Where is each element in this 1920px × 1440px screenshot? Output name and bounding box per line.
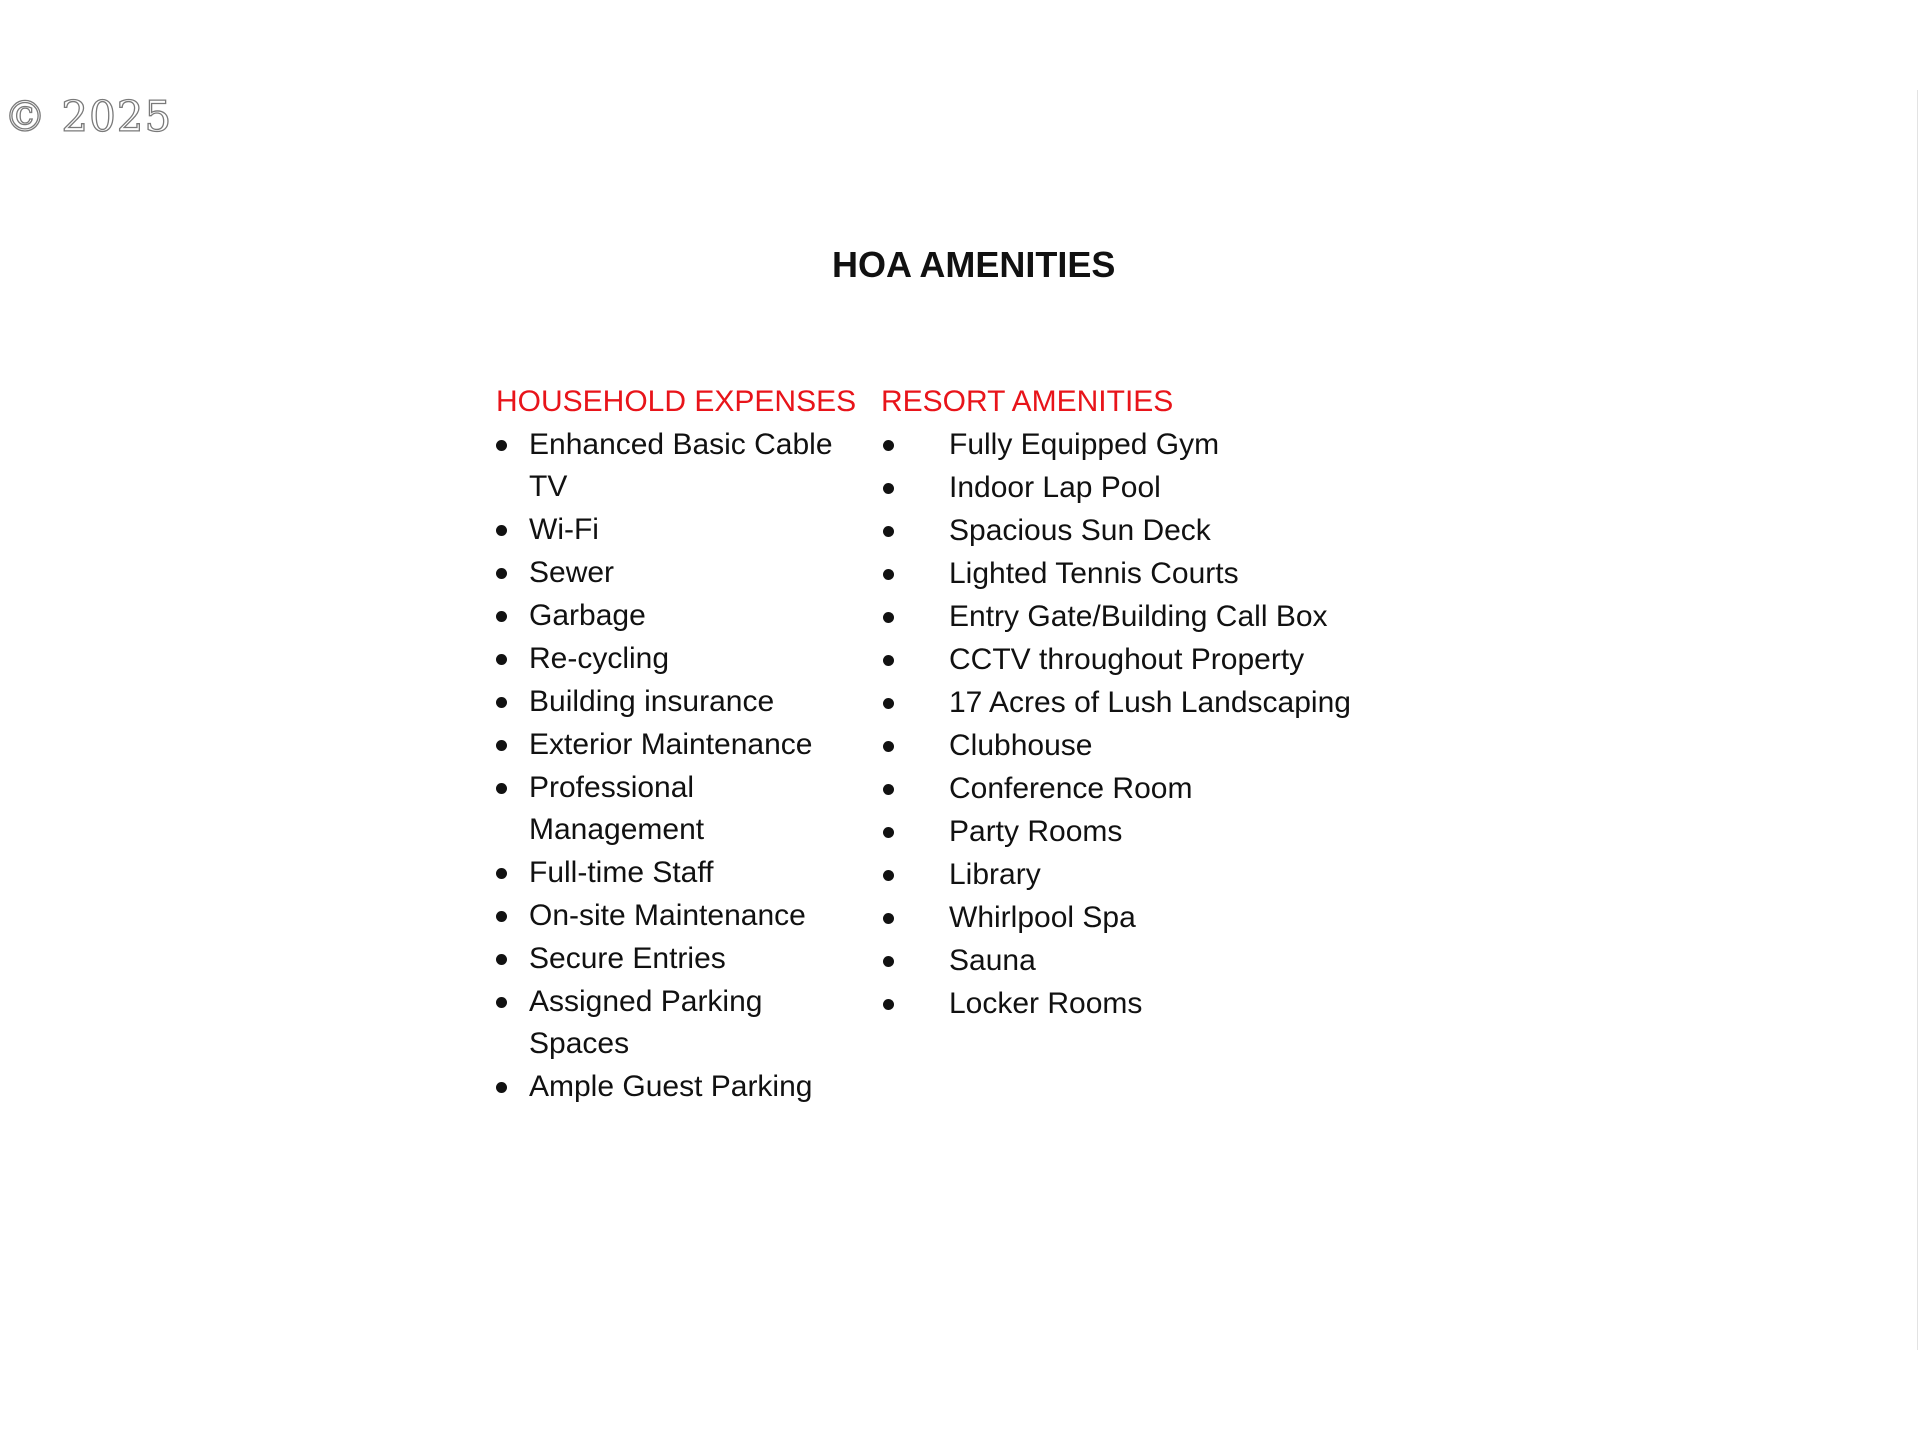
list-item: [496, 852, 841, 894]
list-item-label: Indoor Lap Pool: [949, 471, 1161, 504]
list-item: [496, 767, 841, 851]
list-item: [881, 510, 1481, 552]
list-item-label: Assigned Parking Spaces: [529, 985, 763, 1060]
list-item: [496, 981, 841, 1065]
resort-amenities-list: [881, 424, 1481, 1026]
list-item: [881, 768, 1481, 810]
list-item-label: Spacious Sun Deck: [949, 514, 1211, 547]
bullet-icon: [496, 868, 507, 879]
list-item-label: Whirlpool Spa: [949, 901, 1136, 934]
list-item: [881, 682, 1481, 724]
list-item-label: Exterior Maintenance: [529, 728, 813, 761]
bullet-icon: [496, 440, 507, 451]
bullet-icon: [883, 827, 894, 838]
bullet-icon: [496, 697, 507, 708]
list-item-label: Entry Gate/Building Call Box: [949, 600, 1328, 633]
list-item-label: Conference Room: [949, 772, 1193, 805]
bullet-icon: [496, 525, 507, 536]
page-title: HOA AMENITIES: [832, 244, 1116, 285]
list-item: [496, 595, 841, 637]
bullet-icon: [883, 526, 894, 537]
list-item-label: On-site Maintenance: [529, 899, 806, 932]
household-expenses-list: [496, 424, 841, 1109]
bullet-icon: [883, 483, 894, 494]
list-item: [496, 724, 841, 766]
bullet-icon: [496, 740, 507, 751]
bullet-icon: [883, 612, 894, 623]
bullet-icon: [496, 1082, 507, 1093]
bullet-icon: [496, 911, 507, 922]
list-item-label: Library: [949, 858, 1041, 891]
list-item: [881, 467, 1481, 509]
list-item: [881, 983, 1481, 1025]
bullet-icon: [883, 741, 894, 752]
list-item-label: Party Rooms: [949, 815, 1123, 848]
bullet-icon: [496, 568, 507, 579]
list-item-label: Wi-Fi: [529, 513, 599, 546]
list-item-label: 17 Acres of Lush Landscaping: [949, 686, 1351, 719]
bullet-icon: [883, 913, 894, 924]
list-item: [881, 940, 1481, 982]
list-item: [496, 509, 841, 551]
list-item-label: Lighted Tennis Courts: [949, 557, 1239, 590]
bullet-icon: [496, 611, 507, 622]
bullet-icon: [883, 870, 894, 881]
list-item: [881, 424, 1481, 466]
list-item: [881, 596, 1481, 638]
list-item: [496, 681, 841, 723]
bullet-icon: [883, 655, 894, 666]
bullet-icon: [883, 999, 894, 1010]
bullet-icon: [496, 783, 507, 794]
list-item-label: Fully Equipped Gym: [949, 428, 1220, 461]
list-item-label: Clubhouse: [949, 729, 1093, 762]
bullet-icon: [883, 956, 894, 967]
list-item-label: Building insurance: [529, 685, 775, 718]
bullet-icon: [883, 698, 894, 709]
bullet-icon: [496, 997, 507, 1008]
page-edge-divider: [1917, 90, 1918, 1350]
list-item: [881, 897, 1481, 939]
list-item-label: Re-cycling: [529, 642, 670, 675]
list-item: [496, 938, 841, 980]
list-item: [881, 553, 1481, 595]
list-item-label: Garbage: [529, 599, 646, 632]
list-item-label: Sewer: [529, 556, 615, 589]
list-item: [496, 1066, 841, 1108]
list-item: [496, 638, 841, 680]
list-item: [496, 424, 841, 508]
list-item: [881, 725, 1481, 767]
list-item-label: Sauna: [949, 944, 1036, 977]
household-expenses-heading: HOUSEHOLD EXPENSES: [496, 385, 857, 418]
bullet-icon: [883, 440, 894, 451]
list-item: [881, 639, 1481, 681]
list-item-label: Professional Management: [529, 771, 705, 846]
list-item: [881, 811, 1481, 853]
bullet-icon: [883, 569, 894, 580]
list-item: [881, 854, 1481, 896]
list-item-label: Secure Entries: [529, 942, 726, 975]
list-item-label: Ample Guest Parking: [529, 1070, 813, 1103]
resort-amenities-heading: RESORT AMENITIES: [881, 385, 1174, 418]
list-item-label: Locker Rooms: [949, 987, 1143, 1020]
list-item-label: Enhanced Basic Cable TV: [529, 428, 833, 503]
list-item-label: CCTV throughout Property: [949, 643, 1305, 676]
bullet-icon: [883, 784, 894, 795]
bullet-icon: [496, 954, 507, 965]
copyright-watermark: © 2025: [4, 92, 173, 141]
list-item-label: Full-time Staff: [529, 856, 714, 889]
list-item: [496, 895, 841, 937]
list-item: [496, 552, 841, 594]
bullet-icon: [496, 654, 507, 665]
